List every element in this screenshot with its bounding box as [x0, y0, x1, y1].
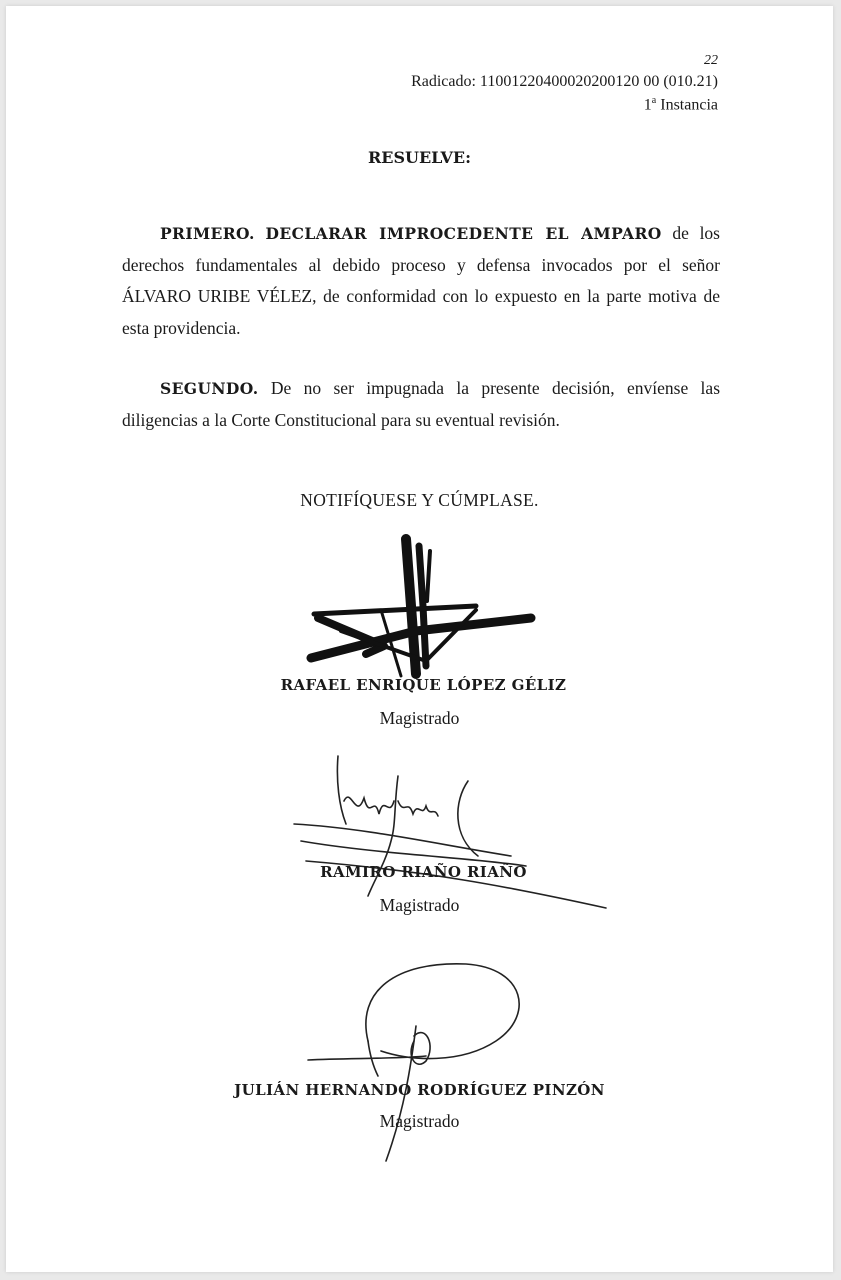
instancia-label: Instancia: [660, 96, 718, 114]
signatory-2-name: RAMIRO RIAÑO RIAÑO: [320, 863, 527, 881]
instancia-number: 1: [643, 96, 652, 114]
signatory-1-role: Magistrado: [379, 708, 460, 728]
primero-text: de los derechos fundamentales al debido proceso y defensa invocados por el señor ÁLVARO URIBE VÉLEZ, de conformidad con lo expuesto en la parte motiva de esta providencia.: [122, 223, 720, 338]
primero-bold-text: DECLARAR IMPROCEDENTE EL AMPARO: [265, 224, 662, 243]
radicado-line: Radicado: 11001220400020200120 00 (010.21): [411, 73, 718, 90]
primero-label: PRIMERO.: [160, 224, 255, 243]
segundo-paragraph: [122, 373, 720, 436]
instancia-line: [644, 91, 718, 114]
signature-2-mark: [294, 756, 606, 908]
document-page: [6, 6, 833, 1272]
signatory-3-name: JULIÁN HERNANDO RODRÍGUEZ PINZÓN: [234, 1081, 605, 1099]
primero-paragraph: [122, 218, 720, 344]
instancia-superscript: a: [651, 95, 657, 106]
signatory-3-role: Magistrado: [379, 1111, 460, 1131]
closing-formula: NOTIFÍQUESE Y CÚMPLASE.: [300, 490, 539, 510]
segundo-text: De no ser impugnada la presente decisión, envíense las diligencias a la Corte Constitucional para su eventual revisión.: [122, 378, 721, 430]
signature-1-mark: [311, 539, 531, 676]
segundo-label: SEGUNDO.: [160, 379, 259, 398]
signatory-1-name: RAFAEL ENRIQUE LÓPEZ GÉLIZ: [280, 676, 567, 694]
signatory-2-role: Magistrado: [379, 895, 460, 915]
resuelve-heading: RESUELVE:: [367, 148, 472, 167]
page-number: 22: [704, 53, 718, 68]
